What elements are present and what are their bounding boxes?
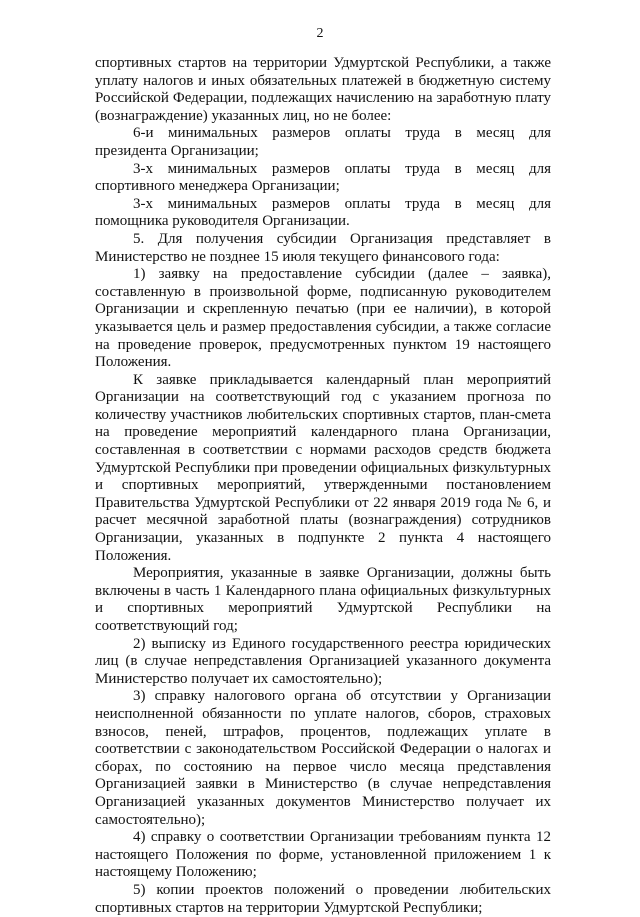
paragraph: Мероприятия, указанные в заявке Организации, должны быть включены в часть 1 Календарного плана официальных физкультурных и спортивных мероприятий Удмуртской Республики на соответствующий год; [95,565,551,634]
document-body [95,55,551,917]
paragraph: 3-х минимальных размеров оплаты труда в месяц для помощника руководителя Организации. [95,195,551,230]
paragraph: 5) копии проектов положений о проведении любительских спортивных стартов на территории Удмуртской Республики; [95,881,551,916]
paragraph: 2) выписку из Единого государственного реестра юридических лиц (в случае непредставления Организацией указанного документа Министерство получает их самостоятельно); [95,635,551,687]
paragraph: 3-х минимальных размеров оплаты труда в месяц для спортивного менеджера Организации; [95,160,551,195]
paragraph: 1) заявку на предоставление субсидии (далее – заявка), составленную в произвольной форме, подписанную руководителем Организации и скрепленную печатью (при ее наличии), в которой указывается цель и размер предоставления субсидии, а также согласие на проведение проверок, предусмотренных пунктом 19 настоящего Положения. [95,266,551,371]
paragraph: 3) справку налогового органа об отсутствии у Организации неисполненной обязанности по уплате налогов, сборов, страховых взносов, пеней, штрафов, процентов, подлежащих уплате в соответствии с законодательством Российской Федерации о налогах и сборах, по состоянию на первое число месяца представления Организацией заявки в Министерство (в случае непредставления Организацией указанных документов Министерство получает их самостоятельно); [95,688,551,828]
paragraph: 4) справку о соответствии Организации требованиям пункта 12 настоящего Положения по форме, установленной приложением 1 к настоящему Положению; [95,829,551,881]
paragraph: К заявке прикладывается календарный план мероприятий Организации на соответствующий год с указанием прогноза по количеству участников любительских спортивных стартов, план-смета на проведение мероприятий календарного плана Организации, составленная в соответствии с нормами расходов средств бюджета Удмуртской Республики при проведении официальных физкультурных и спортивных мероприятий, утвержденными постановлением Правительства Удмуртской Республики от 22 января 2019 года № 6, и расчет месячной заработной платы (вознаграждения) сотрудников Организации, указанных в подпункте 2 пункта 4 настоящего Положения. [95,371,551,564]
paragraph: 5. Для получения субсидии Организация представляет в Министерство не позднее 15 июля текущего финансового года: [95,230,551,265]
paragraph: 6-и минимальных размеров оплаты труда в месяц для президента Организации; [95,125,551,159]
paragraph: спортивных стартов на территории Удмуртской Республики, а также уплату налогов и иных обязательных платежей в бюджетную систему Российской Федерации, подлежащих начислению на заработную плату (вознаграждение) указанных лиц, но не более: [95,55,551,124]
page-number: 2 [316,26,324,41]
